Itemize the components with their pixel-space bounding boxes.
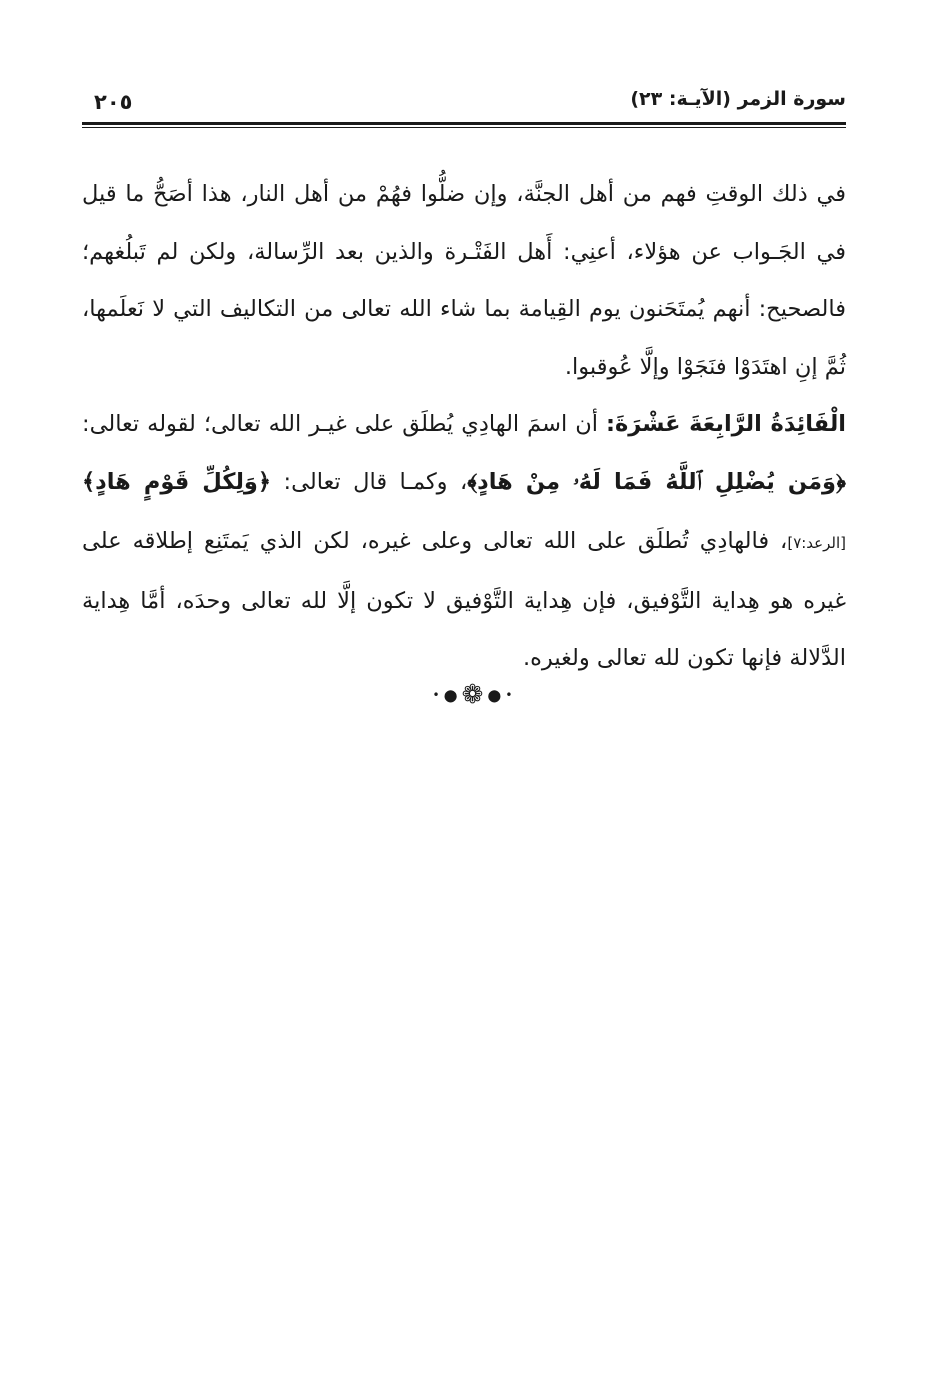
benefit-heading: الْفَائِدَةُ الرَّابِعَةَ عَشْرَةَ: <box>605 411 846 437</box>
paragraph-2-text-3: ، فالهادِي تُطلَق على الله تعالى وعلى غيره، لكن الذي يَمتَنِع إطلاقه على غيره هو هِداية التَّوْفيق، فإن هِداية التَّوْفيق لا تكون إلَّا لله تعالى وحدَه، أمَّا هِداية الدَّلالة فإنها تكون لله تعالى ولغيره. <box>82 528 846 671</box>
ornament-dot-large-icon: ● <box>443 685 462 705</box>
ornament-dot-small-icon: • <box>505 688 517 702</box>
quran-verse-1: ﴿وَمَن يُضْلِلِ ٱللَّهُ فَمَا لَهُۥ مِنْ هَادٍ﴾ <box>467 468 847 495</box>
paragraph-1 <box>82 166 846 396</box>
quran-verse-2: ﴿وَلِكُلِّ قَوْمٍ هَادٍ﴾ <box>82 468 272 495</box>
paragraph-2-text-1: أن اسمَ الهادِي يُطلَق على غيـر الله تعالى؛ لقوله تعالى: <box>82 411 606 437</box>
paragraph-2 <box>82 396 846 688</box>
ornament-flower-icon: ❁ <box>461 680 488 710</box>
header-rule <box>82 122 846 125</box>
body-text <box>82 166 846 688</box>
page-header <box>82 88 846 122</box>
ornament-dot-large-icon: ● <box>487 685 506 705</box>
ornament-dot-small-icon: • <box>432 688 444 702</box>
verse-reference: [الرعد:٧] <box>787 534 846 552</box>
running-head: سورة الزمر (الآيـة: ٢٣) <box>630 88 846 110</box>
paragraph-2-text-2: ، وكمـا قال تعالى: <box>271 468 468 495</box>
header-rule-thin <box>82 127 846 128</box>
page-number: ٢٠٥ <box>94 90 133 114</box>
section-end-ornament <box>0 680 949 710</box>
paragraph-1-text: في ذلك الوقتِ فهم من أهل الجنَّة، وإن ضلُّوا فهُمْ من أهل النار، هذا أصَحُّ ما قيل في الجَـواب عن هؤلاء، أعنِي: أَهل الفَتْـرة والذين بعد الرِّسالة، ولكن لم تَبلُغهم؛ فالصحيح: أنهم يُمتَحَنون يوم القِيامة بما شاء الله تعالى من التكاليف التي لا نَعلَمها، ثُمَّ إنِ اهتَدَوْا فنَجَوْا وإلَّا عُوقبوا. <box>82 181 846 380</box>
